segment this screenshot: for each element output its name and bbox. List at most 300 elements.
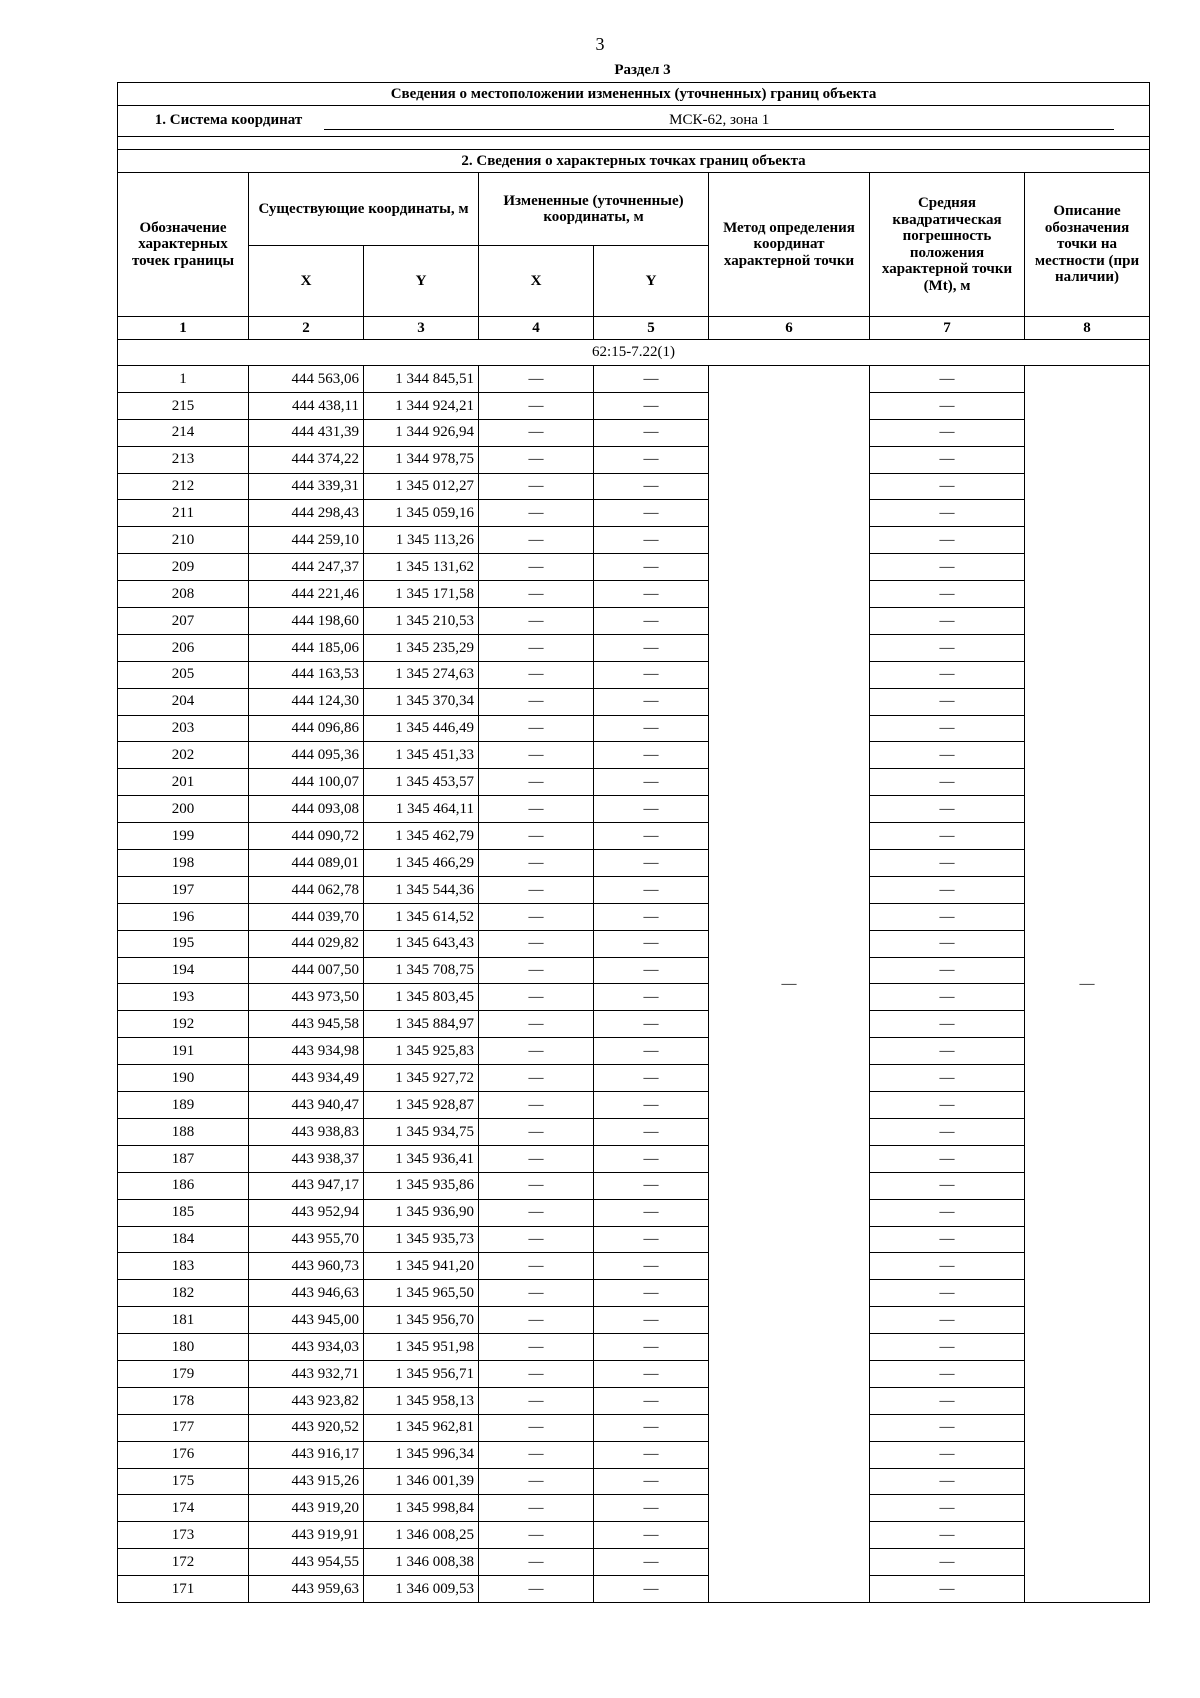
changed-x-cell: — xyxy=(479,1495,594,1522)
existing-x-cell: 444 298,43 xyxy=(249,500,364,527)
point-number-cell: 193 xyxy=(118,984,249,1011)
point-number-cell: 214 xyxy=(118,419,249,446)
table-row xyxy=(118,473,1150,500)
point-number-cell: 189 xyxy=(118,1092,249,1119)
accuracy-cell: — xyxy=(870,1334,1025,1361)
header-changed-coords: Измененные (уточненные) координаты, м xyxy=(479,173,709,246)
changed-y-cell: — xyxy=(594,823,709,850)
table-row xyxy=(118,1253,1150,1280)
point-number-cell: 190 xyxy=(118,1065,249,1092)
point-number-cell: 201 xyxy=(118,769,249,796)
accuracy-cell: — xyxy=(870,661,1025,688)
point-number-cell: 192 xyxy=(118,1011,249,1038)
description-cell: — xyxy=(1025,366,1150,1603)
existing-x-cell: 444 124,30 xyxy=(249,688,364,715)
point-number-cell: 208 xyxy=(118,581,249,608)
changed-y-cell: — xyxy=(594,366,709,393)
changed-x-cell: — xyxy=(479,823,594,850)
accuracy-cell: — xyxy=(870,796,1025,823)
changed-y-cell: — xyxy=(594,608,709,635)
point-number-cell: 196 xyxy=(118,903,249,930)
section-title: Раздел 3 xyxy=(614,62,671,78)
changed-y-cell: — xyxy=(594,1011,709,1038)
accuracy-cell: — xyxy=(870,1092,1025,1119)
point-number-cell: 195 xyxy=(118,930,249,957)
changed-x-cell: — xyxy=(479,1441,594,1468)
existing-x-cell: 444 089,01 xyxy=(249,850,364,877)
table-row xyxy=(118,1468,1150,1495)
changed-y-cell: — xyxy=(594,1576,709,1603)
existing-y-cell: 1 346 009,53 xyxy=(364,1576,479,1603)
point-number-cell: 202 xyxy=(118,742,249,769)
point-number-cell: 182 xyxy=(118,1280,249,1307)
point-number-cell: 209 xyxy=(118,554,249,581)
point-number-cell: 185 xyxy=(118,1199,249,1226)
table-row xyxy=(118,1226,1150,1253)
accuracy-cell: — xyxy=(870,1468,1025,1495)
existing-x-cell: 444 093,08 xyxy=(249,796,364,823)
accuracy-cell: — xyxy=(870,446,1025,473)
header-existing-coords: Существующие координаты, м xyxy=(249,173,479,246)
accuracy-cell: — xyxy=(870,850,1025,877)
point-number-cell: 172 xyxy=(118,1549,249,1576)
existing-y-cell: 1 345 464,11 xyxy=(364,796,479,823)
table-row xyxy=(118,1576,1150,1603)
existing-y-cell: 1 344 924,21 xyxy=(364,392,479,419)
changed-y-cell: — xyxy=(594,1226,709,1253)
table-row xyxy=(118,392,1150,419)
parcel-id: 62:15-7.22(1) xyxy=(118,340,1150,366)
changed-x-cell: — xyxy=(479,1414,594,1441)
header-changed-y: Y xyxy=(594,246,709,317)
existing-y-cell: 1 345 708,75 xyxy=(364,957,479,984)
changed-x-cell: — xyxy=(479,581,594,608)
table-row xyxy=(118,581,1150,608)
existing-y-cell: 1 345 370,34 xyxy=(364,688,479,715)
changed-x-cell: — xyxy=(479,1065,594,1092)
accuracy-cell: — xyxy=(870,769,1025,796)
table-row xyxy=(118,850,1150,877)
changed-y-cell: — xyxy=(594,1065,709,1092)
table-title: Сведения о местоположении измененных (уточненных) границ объекта xyxy=(118,83,1150,106)
point-number-cell: 176 xyxy=(118,1441,249,1468)
table-row xyxy=(118,688,1150,715)
point-number-cell: 198 xyxy=(118,850,249,877)
accuracy-cell: — xyxy=(870,1065,1025,1092)
table-row xyxy=(118,527,1150,554)
changed-y-cell: — xyxy=(594,1414,709,1441)
existing-x-cell: 443 947,17 xyxy=(249,1172,364,1199)
changed-x-cell: — xyxy=(479,1387,594,1414)
table-row xyxy=(118,823,1150,850)
changed-y-cell: — xyxy=(594,1468,709,1495)
changed-x-cell: — xyxy=(479,1038,594,1065)
point-number-cell: 199 xyxy=(118,823,249,850)
changed-y-cell: — xyxy=(594,769,709,796)
table-row xyxy=(118,608,1150,635)
existing-x-cell: 443 932,71 xyxy=(249,1360,364,1387)
point-number-cell: 177 xyxy=(118,1414,249,1441)
changed-x-cell: — xyxy=(479,876,594,903)
table-row xyxy=(118,715,1150,742)
changed-y-cell: — xyxy=(594,446,709,473)
column-number: 3 xyxy=(364,317,479,340)
accuracy-cell: — xyxy=(870,984,1025,1011)
existing-x-cell: 443 915,26 xyxy=(249,1468,364,1495)
existing-y-cell: 1 345 446,49 xyxy=(364,715,479,742)
changed-y-cell: — xyxy=(594,581,709,608)
existing-y-cell: 1 345 951,98 xyxy=(364,1334,479,1361)
changed-x-cell: — xyxy=(479,1549,594,1576)
changed-y-cell: — xyxy=(594,1118,709,1145)
changed-x-cell: — xyxy=(479,688,594,715)
accuracy-cell: — xyxy=(870,1522,1025,1549)
table-row xyxy=(118,957,1150,984)
existing-x-cell: 443 919,91 xyxy=(249,1522,364,1549)
changed-y-cell: — xyxy=(594,1199,709,1226)
changed-x-cell: — xyxy=(479,1118,594,1145)
changed-x-cell: — xyxy=(479,1307,594,1334)
existing-y-cell: 1 345 803,45 xyxy=(364,984,479,1011)
point-number-cell: 203 xyxy=(118,715,249,742)
existing-y-cell: 1 345 928,87 xyxy=(364,1092,479,1119)
table-row xyxy=(118,1092,1150,1119)
changed-x-cell: — xyxy=(479,796,594,823)
changed-x-cell: — xyxy=(479,500,594,527)
point-number-cell: 211 xyxy=(118,500,249,527)
changed-y-cell: — xyxy=(594,419,709,446)
changed-x-cell: — xyxy=(479,1092,594,1119)
changed-y-cell: — xyxy=(594,1334,709,1361)
table-row xyxy=(118,366,1150,393)
column-number: 8 xyxy=(1025,317,1150,340)
point-number-cell: 174 xyxy=(118,1495,249,1522)
existing-x-cell: 444 090,72 xyxy=(249,823,364,850)
method-cell: — xyxy=(709,366,870,1603)
point-number-cell: 175 xyxy=(118,1468,249,1495)
changed-x-cell: — xyxy=(479,608,594,635)
changed-y-cell: — xyxy=(594,392,709,419)
column-number: 2 xyxy=(249,317,364,340)
changed-x-cell: — xyxy=(479,446,594,473)
column-number: 4 xyxy=(479,317,594,340)
changed-x-cell: — xyxy=(479,1468,594,1495)
existing-y-cell: 1 345 956,70 xyxy=(364,1307,479,1334)
coordinate-system-row xyxy=(118,106,1150,137)
changed-x-cell: — xyxy=(479,1172,594,1199)
existing-x-cell: 444 221,46 xyxy=(249,581,364,608)
column-number: 1 xyxy=(118,317,249,340)
changed-y-cell: — xyxy=(594,1522,709,1549)
point-number-cell: 186 xyxy=(118,1172,249,1199)
point-number-cell: 179 xyxy=(118,1360,249,1387)
accuracy-cell: — xyxy=(870,1253,1025,1280)
changed-x-cell: — xyxy=(479,392,594,419)
point-number-cell: 194 xyxy=(118,957,249,984)
point-number-cell: 207 xyxy=(118,608,249,635)
existing-x-cell: 444 029,82 xyxy=(249,930,364,957)
table-row xyxy=(118,1172,1150,1199)
existing-y-cell: 1 346 008,38 xyxy=(364,1549,479,1576)
existing-y-cell: 1 345 958,13 xyxy=(364,1387,479,1414)
changed-y-cell: — xyxy=(594,850,709,877)
point-number-cell: 206 xyxy=(118,634,249,661)
existing-x-cell: 444 438,11 xyxy=(249,392,364,419)
existing-y-cell: 1 346 001,39 xyxy=(364,1468,479,1495)
changed-x-cell: — xyxy=(479,1011,594,1038)
accuracy-cell: — xyxy=(870,876,1025,903)
table-row xyxy=(118,742,1150,769)
accuracy-cell: — xyxy=(870,903,1025,930)
changed-y-cell: — xyxy=(594,876,709,903)
accuracy-cell: — xyxy=(870,742,1025,769)
table-row xyxy=(118,796,1150,823)
changed-x-cell: — xyxy=(479,930,594,957)
table-row xyxy=(118,419,1150,446)
table-row xyxy=(118,1280,1150,1307)
changed-y-cell: — xyxy=(594,1092,709,1119)
point-number-cell: 204 xyxy=(118,688,249,715)
changed-x-cell: — xyxy=(479,1334,594,1361)
accuracy-cell: — xyxy=(870,1011,1025,1038)
changed-y-cell: — xyxy=(594,1172,709,1199)
point-number-cell: 188 xyxy=(118,1118,249,1145)
existing-x-cell: 443 952,94 xyxy=(249,1199,364,1226)
header-existing-x: X xyxy=(249,246,364,317)
existing-y-cell: 1 344 978,75 xyxy=(364,446,479,473)
changed-y-cell: — xyxy=(594,688,709,715)
point-number-cell: 1 xyxy=(118,366,249,393)
table-row xyxy=(118,1065,1150,1092)
changed-y-cell: — xyxy=(594,742,709,769)
accuracy-cell: — xyxy=(870,1441,1025,1468)
point-number-cell: 181 xyxy=(118,1307,249,1334)
existing-x-cell: 444 163,53 xyxy=(249,661,364,688)
existing-y-cell: 1 344 845,51 xyxy=(364,366,479,393)
existing-y-cell: 1 345 935,86 xyxy=(364,1172,479,1199)
accuracy-cell: — xyxy=(870,688,1025,715)
table-row xyxy=(118,930,1150,957)
existing-x-cell: 444 431,39 xyxy=(249,419,364,446)
changed-x-cell: — xyxy=(479,661,594,688)
points-section-title: 2. Сведения о характерных точках границ объекта xyxy=(118,150,1150,173)
coordinate-system-value: МСК-62, зона 1 xyxy=(324,112,1114,130)
changed-y-cell: — xyxy=(594,930,709,957)
existing-x-cell: 444 096,86 xyxy=(249,715,364,742)
existing-y-cell: 1 345 962,81 xyxy=(364,1414,479,1441)
header-description: Описание обозначения точки на местности (при наличии) xyxy=(1025,173,1150,317)
existing-x-cell: 443 934,98 xyxy=(249,1038,364,1065)
existing-y-cell: 1 345 171,58 xyxy=(364,581,479,608)
point-number-cell: 178 xyxy=(118,1387,249,1414)
accuracy-cell: — xyxy=(870,1226,1025,1253)
accuracy-cell: — xyxy=(870,419,1025,446)
table-row xyxy=(118,1011,1150,1038)
existing-y-cell: 1 345 965,50 xyxy=(364,1280,479,1307)
existing-x-cell: 443 945,00 xyxy=(249,1307,364,1334)
existing-y-cell: 1 345 884,97 xyxy=(364,1011,479,1038)
existing-y-cell: 1 346 008,25 xyxy=(364,1522,479,1549)
existing-y-cell: 1 345 935,73 xyxy=(364,1226,479,1253)
table-row xyxy=(118,903,1150,930)
changed-y-cell: — xyxy=(594,1038,709,1065)
changed-y-cell: — xyxy=(594,634,709,661)
table-row xyxy=(118,554,1150,581)
existing-x-cell: 443 938,37 xyxy=(249,1145,364,1172)
existing-x-cell: 444 259,10 xyxy=(249,527,364,554)
existing-x-cell: 444 198,60 xyxy=(249,608,364,635)
table-row xyxy=(118,1522,1150,1549)
point-number-cell: 212 xyxy=(118,473,249,500)
changed-y-cell: — xyxy=(594,903,709,930)
changed-x-cell: — xyxy=(479,769,594,796)
changed-x-cell: — xyxy=(479,1360,594,1387)
changed-x-cell: — xyxy=(479,473,594,500)
existing-x-cell: 443 920,52 xyxy=(249,1414,364,1441)
accuracy-cell: — xyxy=(870,1549,1025,1576)
changed-x-cell: — xyxy=(479,1522,594,1549)
table-row xyxy=(118,1441,1150,1468)
accuracy-cell: — xyxy=(870,1387,1025,1414)
existing-x-cell: 444 339,31 xyxy=(249,473,364,500)
accuracy-cell: — xyxy=(870,1360,1025,1387)
accuracy-cell: — xyxy=(870,554,1025,581)
accuracy-cell: — xyxy=(870,634,1025,661)
changed-y-cell: — xyxy=(594,527,709,554)
existing-y-cell: 1 345 956,71 xyxy=(364,1360,479,1387)
existing-x-cell: 443 955,70 xyxy=(249,1226,364,1253)
table-row xyxy=(118,1360,1150,1387)
point-number-cell: 200 xyxy=(118,796,249,823)
existing-x-cell: 444 062,78 xyxy=(249,876,364,903)
changed-x-cell: — xyxy=(479,366,594,393)
point-number-cell: 180 xyxy=(118,1334,249,1361)
accuracy-cell: — xyxy=(870,1038,1025,1065)
accuracy-cell: — xyxy=(870,1576,1025,1603)
table-row xyxy=(118,634,1150,661)
point-number-cell: 184 xyxy=(118,1226,249,1253)
accuracy-cell: — xyxy=(870,1118,1025,1145)
existing-y-cell: 1 344 926,94 xyxy=(364,419,479,446)
accuracy-cell: — xyxy=(870,930,1025,957)
existing-y-cell: 1 345 925,83 xyxy=(364,1038,479,1065)
existing-x-cell: 444 374,22 xyxy=(249,446,364,473)
header-point-designation: Обозначение характерных точек границы xyxy=(118,173,249,317)
existing-y-cell: 1 345 996,34 xyxy=(364,1441,479,1468)
accuracy-cell: — xyxy=(870,823,1025,850)
accuracy-cell: — xyxy=(870,1172,1025,1199)
point-number-cell: 191 xyxy=(118,1038,249,1065)
point-number-cell: 210 xyxy=(118,527,249,554)
changed-y-cell: — xyxy=(594,500,709,527)
changed-y-cell: — xyxy=(594,1253,709,1280)
point-number-cell: 187 xyxy=(118,1145,249,1172)
existing-y-cell: 1 345 113,26 xyxy=(364,527,479,554)
existing-x-cell: 443 934,03 xyxy=(249,1334,364,1361)
changed-x-cell: — xyxy=(479,850,594,877)
changed-y-cell: — xyxy=(594,1145,709,1172)
existing-y-cell: 1 345 614,52 xyxy=(364,903,479,930)
column-number: 6 xyxy=(709,317,870,340)
boundary-points-table xyxy=(117,82,1150,1603)
changed-x-cell: — xyxy=(479,419,594,446)
existing-x-cell: 443 919,20 xyxy=(249,1495,364,1522)
point-number-cell: 215 xyxy=(118,392,249,419)
changed-y-cell: — xyxy=(594,1280,709,1307)
table-row xyxy=(118,1495,1150,1522)
existing-y-cell: 1 345 466,29 xyxy=(364,850,479,877)
table-row xyxy=(118,876,1150,903)
accuracy-cell: — xyxy=(870,1199,1025,1226)
header-method: Метод определения координат характерной точки xyxy=(709,173,870,317)
spacer-row xyxy=(118,137,1150,150)
table-row xyxy=(118,1199,1150,1226)
column-number: 7 xyxy=(870,317,1025,340)
accuracy-cell: — xyxy=(870,392,1025,419)
existing-x-cell: 443 973,50 xyxy=(249,984,364,1011)
table-row xyxy=(118,661,1150,688)
changed-x-cell: — xyxy=(479,1199,594,1226)
point-number-cell: 213 xyxy=(118,446,249,473)
table-row xyxy=(118,500,1150,527)
existing-x-cell: 444 039,70 xyxy=(249,903,364,930)
changed-x-cell: — xyxy=(479,903,594,930)
point-number-cell: 183 xyxy=(118,1253,249,1280)
table-row xyxy=(118,1334,1150,1361)
existing-y-cell: 1 345 936,41 xyxy=(364,1145,479,1172)
existing-x-cell: 444 095,36 xyxy=(249,742,364,769)
existing-y-cell: 1 345 936,90 xyxy=(364,1199,479,1226)
changed-x-cell: — xyxy=(479,634,594,661)
changed-y-cell: — xyxy=(594,984,709,1011)
existing-y-cell: 1 345 927,72 xyxy=(364,1065,479,1092)
existing-y-cell: 1 345 941,20 xyxy=(364,1253,479,1280)
point-number-cell: 197 xyxy=(118,876,249,903)
table-row xyxy=(118,1145,1150,1172)
existing-y-cell: 1 345 451,33 xyxy=(364,742,479,769)
existing-x-cell: 443 945,58 xyxy=(249,1011,364,1038)
changed-y-cell: — xyxy=(594,1495,709,1522)
table-row xyxy=(118,984,1150,1011)
header-existing-y: Y xyxy=(364,246,479,317)
accuracy-cell: — xyxy=(870,366,1025,393)
existing-x-cell: 444 007,50 xyxy=(249,957,364,984)
accuracy-cell: — xyxy=(870,608,1025,635)
changed-x-cell: — xyxy=(479,984,594,1011)
accuracy-cell: — xyxy=(870,957,1025,984)
point-number-cell: 171 xyxy=(118,1576,249,1603)
table-row xyxy=(118,446,1150,473)
changed-x-cell: — xyxy=(479,1253,594,1280)
existing-x-cell: 443 946,63 xyxy=(249,1280,364,1307)
existing-x-cell: 443 954,55 xyxy=(249,1549,364,1576)
existing-x-cell: 444 100,07 xyxy=(249,769,364,796)
table-row xyxy=(118,1549,1150,1576)
accuracy-cell: — xyxy=(870,1280,1025,1307)
changed-y-cell: — xyxy=(594,1549,709,1576)
existing-y-cell: 1 345 643,43 xyxy=(364,930,479,957)
changed-x-cell: — xyxy=(479,957,594,984)
existing-y-cell: 1 345 274,63 xyxy=(364,661,479,688)
accuracy-cell: — xyxy=(870,1307,1025,1334)
existing-y-cell: 1 345 131,62 xyxy=(364,554,479,581)
changed-y-cell: — xyxy=(594,554,709,581)
existing-y-cell: 1 345 998,84 xyxy=(364,1495,479,1522)
accuracy-cell: — xyxy=(870,1495,1025,1522)
point-number-cell: 205 xyxy=(118,661,249,688)
existing-x-cell: 443 934,49 xyxy=(249,1065,364,1092)
table-row xyxy=(118,1118,1150,1145)
